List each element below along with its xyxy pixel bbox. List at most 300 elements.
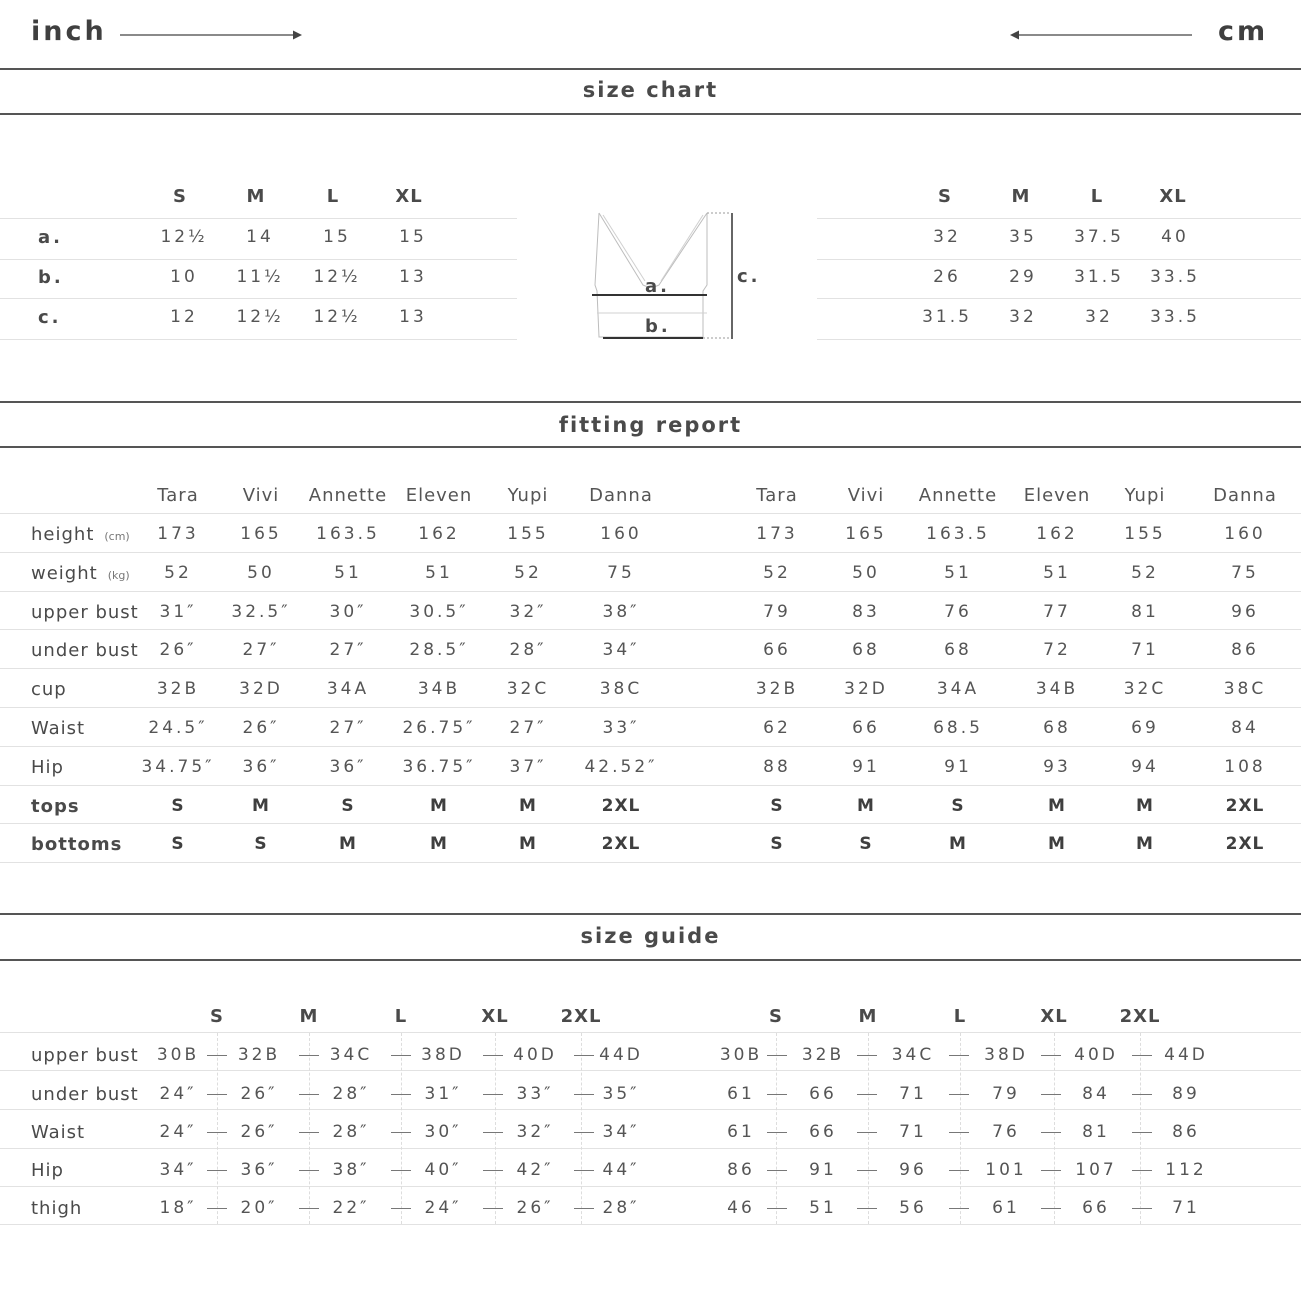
table-cell: 163.5 [926, 524, 990, 544]
model-name: Eleven [1023, 485, 1091, 506]
table-cell: 66 [852, 718, 880, 738]
table-cell: 44D [599, 1045, 643, 1065]
range-dash [391, 1132, 411, 1133]
table-cell: S [951, 796, 965, 816]
table-cell: 27″ [509, 718, 547, 738]
row-label-text: tops [31, 796, 80, 817]
table-cell: 71 [899, 1084, 927, 1104]
unit-label-inch: inch [31, 16, 107, 47]
table-cell: 38″ [602, 602, 640, 622]
size-header: XL [481, 1006, 509, 1027]
row-label-text: height [31, 524, 95, 545]
table-cell: 96 [899, 1160, 927, 1180]
row-divider [0, 1224, 1301, 1225]
row-divider [0, 513, 1301, 514]
row-label [31, 563, 130, 584]
row-divider [0, 552, 1301, 553]
range-dash [1132, 1132, 1152, 1133]
table-cell: 27″ [329, 640, 367, 660]
table-cell: 31.5 [1074, 267, 1124, 287]
table-cell: 75 [1231, 563, 1259, 583]
range-dash [299, 1094, 319, 1095]
row-divider [0, 1109, 1301, 1110]
divider [0, 401, 1301, 403]
table-cell: 66 [809, 1084, 837, 1104]
divider [0, 959, 1301, 961]
table-cell: 71 [1172, 1198, 1200, 1218]
table-cell: 38D [984, 1045, 1028, 1065]
table-cell: 160 [600, 524, 642, 544]
table-cell: 52 [1131, 563, 1159, 583]
table-cell: 2XL [1225, 834, 1265, 854]
table-cell: 12½ [313, 267, 361, 287]
row-label [31, 718, 85, 739]
table-cell: 38C [1223, 679, 1267, 699]
table-cell: 34″ [602, 1122, 640, 1142]
range-dash [949, 1094, 969, 1095]
divider [0, 113, 1301, 115]
table-cell: M [1048, 834, 1066, 854]
range-dash [1041, 1094, 1061, 1095]
table-cell: 91 [852, 757, 880, 777]
table-cell: 30B [719, 1045, 763, 1065]
size-header: S [938, 186, 952, 207]
table-cell: 51 [809, 1198, 837, 1218]
model-name: Vivi [847, 485, 885, 506]
row-label-text: under bust [31, 640, 139, 661]
size-header: S [210, 1006, 224, 1027]
arrow-left-icon [1008, 28, 1194, 42]
table-cell: 34B [1035, 679, 1079, 699]
range-dash [1132, 1094, 1152, 1095]
range-dash [1041, 1170, 1061, 1171]
table-cell: 42″ [516, 1160, 554, 1180]
table-cell: 32 [1009, 307, 1037, 327]
row-divider [0, 707, 1301, 708]
range-dash [207, 1132, 227, 1133]
table-cell: 96 [1231, 602, 1259, 622]
table-cell: 30.5″ [409, 602, 469, 622]
size-header: L [953, 1006, 967, 1027]
row-label: Waist [31, 1122, 86, 1143]
table-cell: 27″ [329, 718, 367, 738]
row-divider [0, 218, 517, 219]
column-divider [581, 1033, 582, 1224]
table-cell: 56 [899, 1198, 927, 1218]
unit-label: (cm) [104, 530, 130, 543]
column-divider [868, 1033, 869, 1224]
table-cell: 2XL [601, 796, 641, 816]
model-name: Yupi [1124, 485, 1166, 506]
table-cell: 32B [237, 1045, 281, 1065]
row-label [31, 757, 64, 778]
table-cell: 160 [1224, 524, 1266, 544]
table-cell: S [171, 796, 185, 816]
table-cell: 28″ [332, 1122, 370, 1142]
model-name: Annette [918, 485, 998, 506]
range-dash [391, 1055, 411, 1056]
table-cell: 75 [607, 563, 635, 583]
table-cell: M [519, 834, 537, 854]
table-cell: 79 [992, 1084, 1020, 1104]
row-divider [0, 629, 1301, 630]
table-cell: 37.5 [1074, 227, 1124, 247]
range-dash [207, 1055, 227, 1056]
table-cell: 34A [936, 679, 980, 699]
table-cell: M [857, 796, 875, 816]
table-cell: 76 [992, 1122, 1020, 1142]
table-cell: 88 [763, 757, 791, 777]
table-cell: S [770, 796, 784, 816]
table-cell: 32D [844, 679, 888, 699]
size-header: XL [395, 186, 423, 207]
table-cell: 68 [944, 640, 972, 660]
model-name: Vivi [242, 485, 280, 506]
table-cell: 37″ [509, 757, 547, 777]
table-cell: 12 [170, 307, 198, 327]
table-cell: 38″ [332, 1160, 370, 1180]
table-cell: 79 [763, 602, 791, 622]
table-cell: 2XL [601, 834, 641, 854]
size-header: M [299, 1006, 319, 1027]
table-cell: 68 [852, 640, 880, 660]
table-cell: 24″ [424, 1198, 462, 1218]
table-cell: 15 [399, 227, 427, 247]
range-dash [1041, 1132, 1061, 1133]
range-dash [207, 1094, 227, 1095]
row-label [31, 834, 122, 855]
row-divider [0, 298, 517, 299]
table-cell: 34″ [602, 640, 640, 660]
unit-label: (kg) [107, 569, 130, 582]
range-dash [949, 1055, 969, 1056]
fitting-report-title: fitting report [558, 413, 743, 437]
table-cell: 12½ [160, 227, 208, 247]
size-guide-title: size guide [580, 924, 721, 948]
table-cell: 101 [985, 1160, 1027, 1180]
table-cell: 40D [513, 1045, 557, 1065]
table-cell: 26″ [159, 640, 197, 660]
table-cell: 61 [727, 1084, 755, 1104]
table-cell: 77 [1043, 602, 1071, 622]
table-cell: 91 [809, 1160, 837, 1180]
column-divider [776, 1033, 777, 1224]
model-name: Tara [756, 485, 798, 506]
table-cell: 2XL [1225, 796, 1265, 816]
model-name: Tara [157, 485, 199, 506]
table-cell: 36″ [240, 1160, 278, 1180]
table-cell: 71 [899, 1122, 927, 1142]
table-cell: M [430, 834, 448, 854]
table-cell: 10 [170, 267, 198, 287]
table-cell: 84 [1231, 718, 1259, 738]
row-label [31, 602, 139, 623]
range-dash [949, 1132, 969, 1133]
size-header: 2XL [1119, 1006, 1161, 1027]
row-label-text: upper bust [31, 602, 139, 623]
table-cell: 81 [1082, 1122, 1110, 1142]
table-cell: 32B [801, 1045, 845, 1065]
row-divider [0, 1186, 1301, 1187]
column-divider [1054, 1033, 1055, 1224]
row-label-text: weight [31, 563, 98, 584]
table-cell: 32C [506, 679, 550, 699]
row-divider [0, 862, 1301, 863]
table-cell: 68.5 [933, 718, 983, 738]
size-chart-title: size chart [582, 78, 719, 102]
table-cell: M [1048, 796, 1066, 816]
size-header: S [769, 1006, 783, 1027]
range-dash [207, 1208, 227, 1209]
divider [0, 446, 1301, 448]
table-cell: 32B [156, 679, 200, 699]
table-cell: 42.52″ [584, 757, 658, 777]
range-dash [857, 1170, 877, 1171]
table-cell: 86 [1172, 1122, 1200, 1142]
table-cell: 18″ [159, 1198, 197, 1218]
model-name: Danna [1213, 485, 1277, 506]
size-header: M [1011, 186, 1031, 207]
row-divider [0, 1070, 1301, 1071]
column-divider [960, 1033, 961, 1224]
row-divider [0, 746, 1301, 747]
range-dash [574, 1208, 594, 1209]
table-cell: 31.5 [922, 307, 972, 327]
table-cell: 51 [1043, 563, 1071, 583]
range-dash [299, 1208, 319, 1209]
table-cell: 61 [727, 1122, 755, 1142]
table-cell: 26.75″ [402, 718, 476, 738]
row-label-text: cup [31, 679, 67, 700]
range-dash [1041, 1208, 1061, 1209]
row-label-text: bottoms [31, 834, 123, 855]
table-cell: 38D [421, 1045, 465, 1065]
range-dash [1041, 1055, 1061, 1056]
range-dash [483, 1094, 503, 1095]
model-name: Annette [308, 485, 388, 506]
table-cell: 36″ [329, 757, 367, 777]
divider-top [0, 68, 1301, 70]
row-label: under bust [31, 1084, 139, 1105]
range-dash [1132, 1208, 1152, 1209]
table-cell: 32 [933, 227, 961, 247]
range-dash [483, 1132, 503, 1133]
table-cell: 35 [1009, 227, 1037, 247]
table-cell: 29 [1009, 267, 1037, 287]
table-cell: 34″ [159, 1160, 197, 1180]
table-cell: 83 [852, 602, 880, 622]
table-cell: 173 [157, 524, 199, 544]
range-dash [299, 1055, 319, 1056]
table-cell: 173 [756, 524, 798, 544]
table-cell: 26 [933, 267, 961, 287]
row-divider [817, 339, 1301, 340]
range-dash [574, 1132, 594, 1133]
row-label: c. [38, 307, 62, 328]
table-cell: 34C [329, 1045, 373, 1065]
table-cell: 86 [727, 1160, 755, 1180]
table-cell: 32 [1085, 307, 1113, 327]
table-cell: 50 [247, 563, 275, 583]
row-label [31, 640, 139, 661]
column-divider [401, 1033, 402, 1224]
table-cell: S [770, 834, 784, 854]
table-cell: 84 [1082, 1084, 1110, 1104]
table-cell: 34C [891, 1045, 935, 1065]
table-cell: 162 [1036, 524, 1078, 544]
row-divider [0, 668, 1301, 669]
row-label [31, 679, 67, 700]
table-cell: 34B [417, 679, 461, 699]
range-dash [574, 1170, 594, 1171]
table-cell: 44D [1164, 1045, 1208, 1065]
table-cell: 12½ [313, 307, 361, 327]
table-cell: 163.5 [316, 524, 380, 544]
table-cell: S [254, 834, 268, 854]
row-label: thigh [31, 1198, 83, 1219]
table-cell: 34.75″ [141, 757, 215, 777]
table-cell: 36.75″ [402, 757, 476, 777]
range-dash [1132, 1170, 1152, 1171]
size-header: M [858, 1006, 878, 1027]
size-header: XL [1159, 186, 1187, 207]
range-dash [574, 1055, 594, 1056]
model-name: Yupi [507, 485, 549, 506]
table-cell: 46 [727, 1198, 755, 1218]
table-cell: 32B [755, 679, 799, 699]
table-cell: 112 [1165, 1160, 1207, 1180]
diagram-label-b: b. [645, 316, 671, 337]
table-cell: 165 [845, 524, 887, 544]
table-cell: 32D [239, 679, 283, 699]
model-name: Danna [589, 485, 653, 506]
range-dash [299, 1132, 319, 1133]
table-cell: 155 [507, 524, 549, 544]
table-cell: M [519, 796, 537, 816]
row-label: b. [38, 267, 64, 288]
table-cell: M [430, 796, 448, 816]
table-cell: 34A [326, 679, 370, 699]
row-divider [817, 298, 1301, 299]
table-cell: 68 [1043, 718, 1071, 738]
table-cell: M [949, 834, 967, 854]
row-label-text: Waist [31, 718, 86, 739]
table-cell: 44″ [602, 1160, 640, 1180]
table-cell: 30B [156, 1045, 200, 1065]
range-dash [483, 1055, 503, 1056]
table-cell: 32.5″ [231, 602, 291, 622]
size-header: L [1090, 186, 1104, 207]
table-cell: 66 [763, 640, 791, 660]
table-cell: 50 [852, 563, 880, 583]
table-cell: 30″ [424, 1122, 462, 1142]
size-header: L [326, 186, 340, 207]
range-dash [767, 1208, 787, 1209]
table-cell: 62 [763, 718, 791, 738]
row-label [31, 524, 130, 545]
table-cell: 81 [1131, 602, 1159, 622]
table-cell: 35″ [602, 1084, 640, 1104]
range-dash [857, 1055, 877, 1056]
diagram-label-c: c. [737, 266, 761, 287]
table-cell: 31″ [424, 1084, 462, 1104]
size-header: L [394, 1006, 408, 1027]
table-cell: 93 [1043, 757, 1071, 777]
table-cell: 89 [1172, 1084, 1200, 1104]
model-name: Eleven [405, 485, 473, 506]
table-cell: 76 [944, 602, 972, 622]
table-cell: 40D [1074, 1045, 1118, 1065]
table-cell: 72 [1043, 640, 1071, 660]
table-cell: 155 [1124, 524, 1166, 544]
table-cell: 24.5″ [148, 718, 208, 738]
range-dash [857, 1132, 877, 1133]
range-dash [767, 1094, 787, 1095]
table-cell: M [1136, 834, 1154, 854]
row-divider [0, 785, 1301, 786]
table-cell: S [859, 834, 873, 854]
row-divider [0, 591, 1301, 592]
range-dash [767, 1170, 787, 1171]
row-divider [0, 823, 1301, 824]
table-cell: 40 [1161, 227, 1189, 247]
row-divider [0, 339, 517, 340]
table-cell: 69 [1131, 718, 1159, 738]
range-dash [1132, 1055, 1152, 1056]
table-cell: 15 [323, 227, 351, 247]
table-cell: 91 [944, 757, 972, 777]
size-header: XL [1040, 1006, 1068, 1027]
table-cell: 66 [809, 1122, 837, 1142]
table-cell: 31″ [159, 602, 197, 622]
table-cell: 28.5″ [409, 640, 469, 660]
table-cell: S [341, 796, 355, 816]
table-cell: 71 [1131, 640, 1159, 660]
row-label-text: Hip [31, 757, 64, 778]
column-divider [217, 1033, 218, 1224]
table-cell: 30″ [329, 602, 367, 622]
table-cell: 51 [425, 563, 453, 583]
table-cell: 32″ [516, 1122, 554, 1142]
table-cell: M [252, 796, 270, 816]
table-cell: 162 [418, 524, 460, 544]
table-cell: 165 [240, 524, 282, 544]
table-cell: M [339, 834, 357, 854]
size-header: 2XL [560, 1006, 602, 1027]
table-cell: 108 [1224, 757, 1266, 777]
range-dash [574, 1094, 594, 1095]
range-dash [483, 1208, 503, 1209]
table-cell: 52 [763, 563, 791, 583]
table-cell: M [1136, 796, 1154, 816]
row-divider [817, 218, 1301, 219]
range-dash [857, 1094, 877, 1095]
range-dash [299, 1170, 319, 1171]
unit-label-cm: cm [1218, 16, 1269, 47]
table-cell: 28″ [509, 640, 547, 660]
size-header: M [246, 186, 266, 207]
range-dash [767, 1055, 787, 1056]
row-label: upper bust [31, 1045, 139, 1066]
range-dash [391, 1208, 411, 1209]
range-dash [391, 1170, 411, 1171]
table-cell: 51 [944, 563, 972, 583]
row-divider [0, 1032, 1301, 1033]
range-dash [857, 1208, 877, 1209]
table-cell: 26″ [242, 718, 280, 738]
table-cell: 107 [1075, 1160, 1117, 1180]
table-cell: 28″ [602, 1198, 640, 1218]
